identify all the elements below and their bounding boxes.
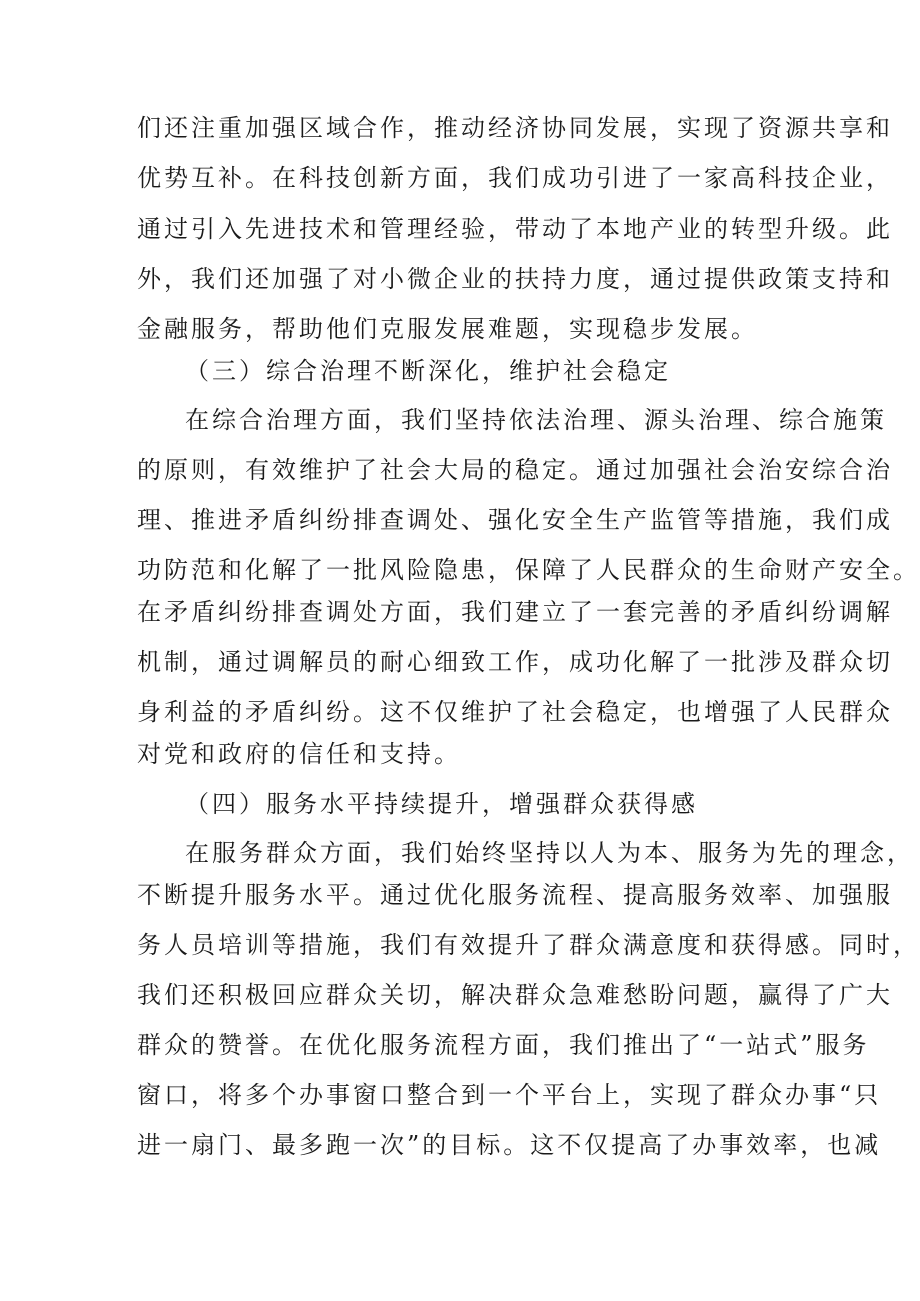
body-text-line: 群众的赞誉。在优化服务流程方面，我们推出了“一站式”服务	[137, 1031, 870, 1059]
section-heading: （三）综合治理不断深化，维护社会稳定	[185, 357, 671, 385]
body-text-line: 进一扇门、最多跑一次”的目标。这不仅提高了办事效率，也减	[137, 1131, 882, 1159]
body-text-line: 通过引入先进技术和管理经验，带动了本地产业的转型升级。此	[137, 215, 893, 243]
body-text-line: 窗口，将多个办事窗口整合到一个平台上，实现了群众办事“只	[137, 1081, 882, 1109]
body-text-line: 优势互补。在科技创新方面，我们成功引进了一家高科技企业，	[137, 164, 893, 192]
body-text-line: 们还注重加强区域合作，推动经济协同发展，实现了资源共享和	[137, 114, 893, 142]
body-text-line: 在矛盾纠纷排查调处方面，我们建立了一套完善的矛盾纠纷调解	[137, 598, 893, 626]
body-text-line: 我们还积极回应群众关切，解决群众急难愁盼问题，赢得了广大	[137, 981, 893, 1009]
body-text-line: 在综合治理方面，我们坚持依法治理、源头治理、综合施策	[185, 406, 887, 434]
body-text-line: 身利益的矛盾纠纷。这不仅维护了社会稳定，也增强了人民群众	[137, 698, 893, 726]
body-text-line: 机制，通过调解员的耐心细致工作，成功化解了一批涉及群众切	[137, 648, 893, 676]
body-text-line: 在服务群众方面，我们始终坚持以人为本、服务为先的理念，	[185, 839, 914, 867]
body-text-line: 功防范和化解了一批风险隐患，保障了人民群众的生命财产安全。	[137, 556, 920, 584]
body-text-line: 外，我们还加强了对小微企业的扶持力度，通过提供政策支持和	[137, 265, 893, 293]
body-text-line: 金融服务，帮助他们克服发展难题，实现稳步发展。	[137, 315, 758, 343]
body-text-line: 的原则，有效维护了社会大局的稳定。通过加强社会治安综合治	[137, 456, 893, 484]
section-heading: （四）服务水平持续提升，增强群众获得感	[185, 790, 698, 818]
body-text-line: 对党和政府的信任和支持。	[137, 740, 461, 768]
body-text-line: 理、推进矛盾纠纷排查调处、强化安全生产监管等措施，我们成	[137, 506, 893, 534]
body-text-line: 不断提升服务水平。通过优化服务流程、提高服务效率、加强服	[137, 881, 893, 909]
body-text-line: 务人员培训等措施，我们有效提升了群众满意度和获得感。同时，	[137, 931, 920, 959]
